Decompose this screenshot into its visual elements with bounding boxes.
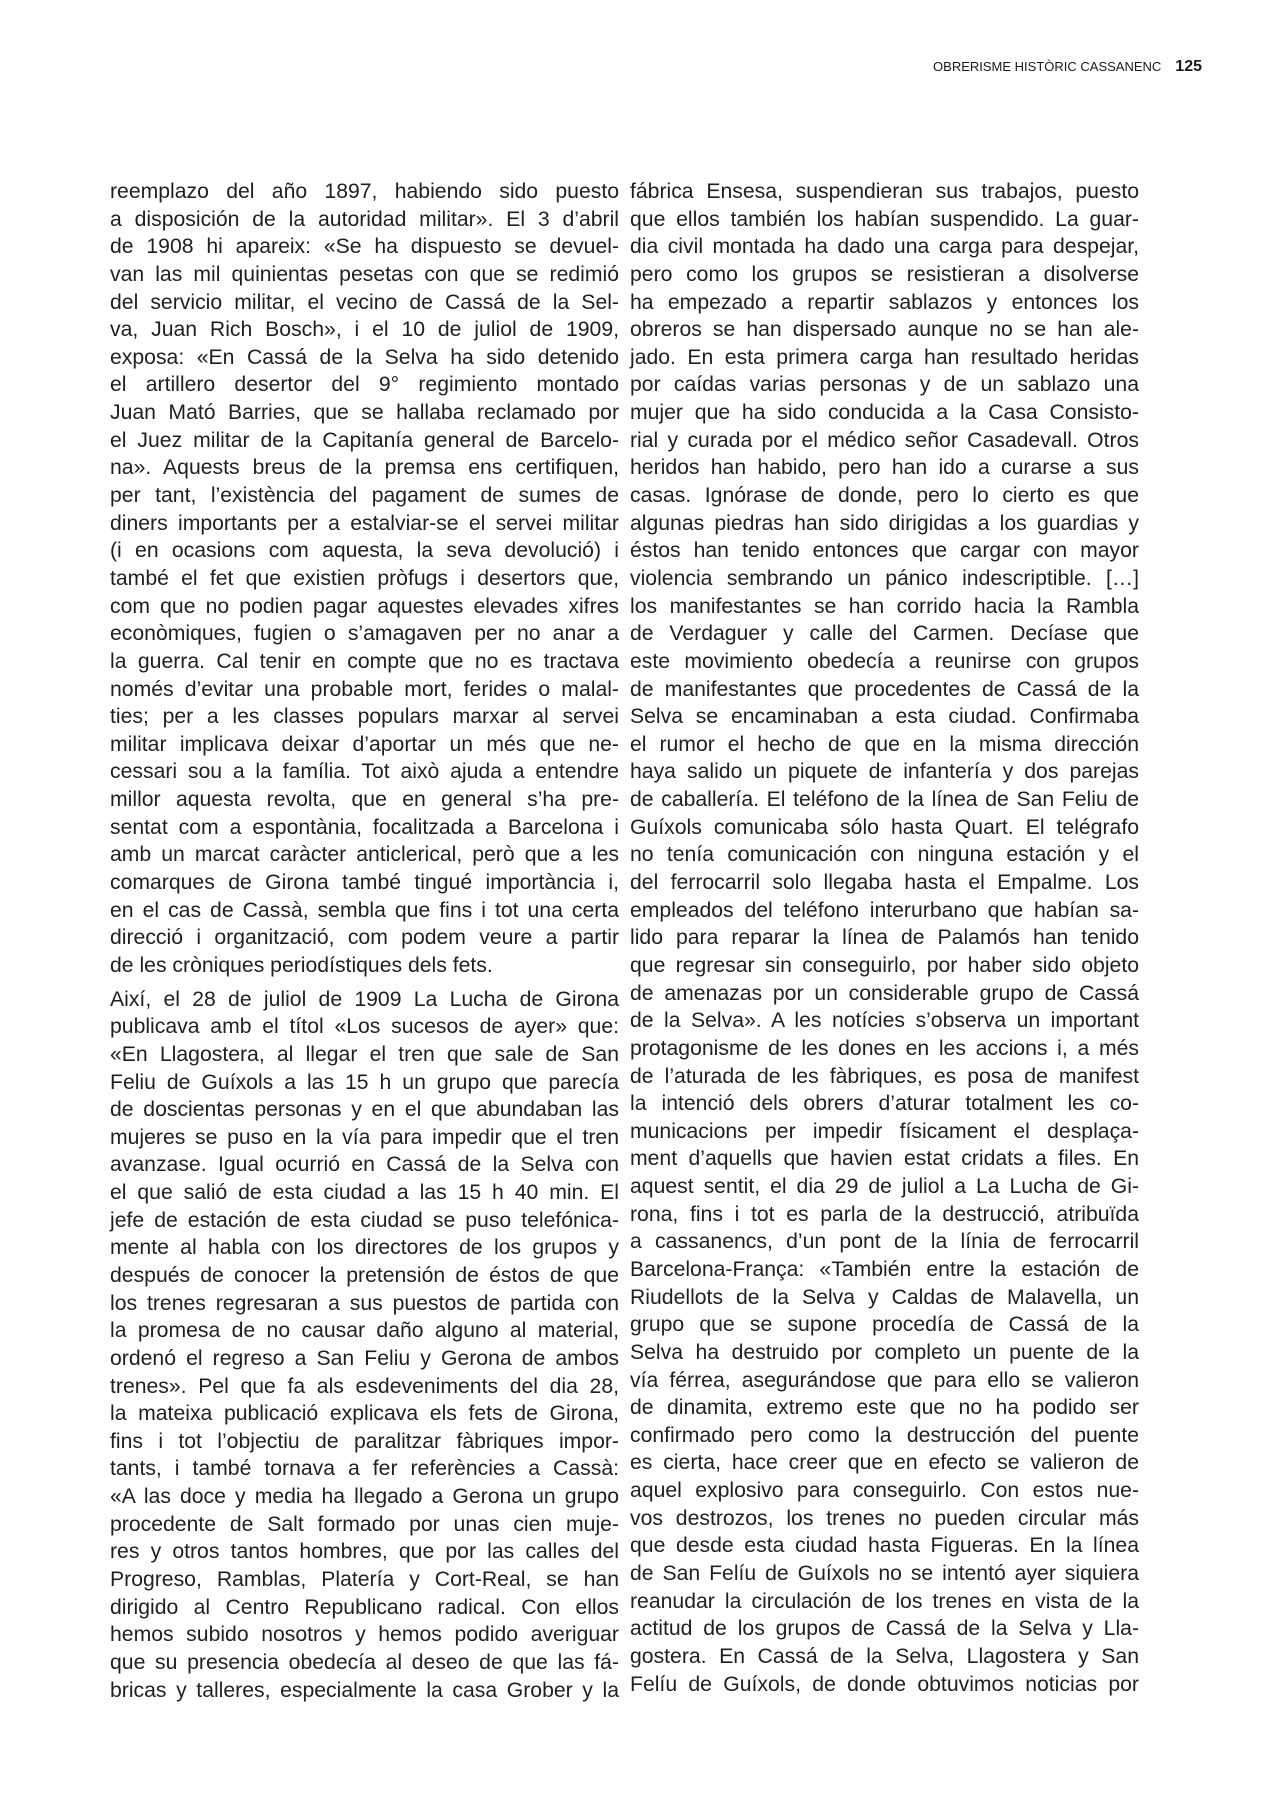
text-line: dia civil montada ha dado una carga para despejar, — [630, 235, 1139, 259]
text-line: publicava amb el títol «Los sucesos de ayer» que: — [110, 1015, 619, 1039]
text-line: el que salió de esta ciudad a las 15 h 40 min. El — [110, 1181, 619, 1205]
text-line: aquest sentit, el dia 29 de juliol a La Lucha de Gi- — [630, 1175, 1139, 1199]
text-line: heridos han habido, pero han ido a curarse a sus — [630, 456, 1139, 480]
text-line: de la Selva». A les notícies s’observa un important — [630, 1009, 1139, 1033]
text-line: sentat com a espontània, focalitzada a Barcelona i — [110, 815, 619, 839]
text-line: diners importants per a estalviar-se el servei militar — [110, 511, 619, 535]
text-line: aquel explosivo para conseguirlo. Con estos nue- — [630, 1479, 1139, 1503]
text-line: este movimiento obedecía a reunirse con grupos — [630, 649, 1139, 673]
text-line: per tant, l’existència del pagament de sumes de — [110, 484, 619, 508]
text-line: Feliu de Guíxols a las 15 h un grupo que parecía — [110, 1070, 619, 1094]
text-line: que ellos también los habían suspendido. La guar- — [630, 207, 1139, 231]
text-line: lido para reparar la línea de Palamós han tenido — [630, 926, 1139, 950]
text-line: el Juez militar de la Capitanía general de Barcelo- — [110, 428, 619, 452]
text-line: confirmado pero como la destrucción del puente — [630, 1423, 1139, 1447]
text-line: també el fet que existien pròfugs i desertors que, — [110, 566, 619, 590]
text-line: Selva se encaminaban a esta ciudad. Confirmaba — [630, 705, 1139, 729]
text-line: mente al habla con los directores de los grupos y — [110, 1236, 619, 1260]
text-line: Guíxols comunicaba sólo hasta Quart. El telégrafo — [630, 815, 1139, 839]
text-line: Barcelona-França: «También entre la estación de — [630, 1257, 1139, 1281]
text-line: de doscientas personas y en el que abundaban las — [110, 1098, 619, 1122]
text-line: hemos subido nosotros y hemos podido averiguar — [110, 1623, 619, 1647]
text-line: a cassanencs, d’un pont de la línia de ferrocarril — [630, 1230, 1139, 1254]
text-line: empleados del teléfono interurbano que habían sa- — [630, 898, 1139, 922]
text-line: la mateixa publicació explicava els fets de Girona, — [110, 1402, 619, 1426]
text-line: vía férrea, asegurándose que para ello se valieron — [630, 1368, 1139, 1392]
paragraph — [110, 986, 619, 1705]
text-line: reanudar la circulación de los trenes en vista de la — [630, 1589, 1139, 1613]
text-line: haya salido un piquete de infantería y dos parejas — [630, 760, 1139, 784]
text-line: de l’aturada de les fàbriques, es posa de manifest — [630, 1064, 1139, 1088]
running-head — [933, 58, 1202, 76]
text-line: van las mil quinientas pesetas con que se redimió — [110, 262, 619, 286]
text-line: militar implicava deixar d’aportar un més que ne- — [110, 732, 619, 756]
text-line: es cierta, hace creer que en efecto se valieron de — [630, 1451, 1139, 1475]
text-line: que desde esta ciudad hasta Figueras. En la línea — [630, 1534, 1139, 1558]
text-line: de 1908 hi apareix: «Se ha dispuesto se devuel- — [110, 235, 619, 259]
text-line: jefe de estación de esta ciudad se puso telefónica- — [110, 1208, 619, 1232]
text-line: bricas y talleres, especialmente la casa Grober y la — [110, 1678, 619, 1702]
text-line: ment d’aquells que havien estat cridats a files. En — [630, 1147, 1139, 1171]
text-line: vos destrozos, los trenes no pueden circular más — [630, 1506, 1139, 1530]
text-line: la promesa de no causar daño alguno al material, — [110, 1319, 619, 1343]
text-line: mujer que ha sido conducida a la Casa Consisto- — [630, 401, 1139, 425]
text-line: rona, fins i tot es parla de la destrucció, atribuïda — [630, 1202, 1139, 1226]
text-line: Així, el 28 de juliol de 1909 La Lucha de Girona — [110, 987, 619, 1011]
text-line: la guerra. Cal tenir en compte que no es tractava — [110, 649, 619, 673]
text-line: de dinamita, extremo este que no ha podido ser — [630, 1396, 1139, 1420]
text-line: rial y curada por el médico señor Casadevall. Otros — [630, 428, 1139, 452]
text-line: en el cas de Cassà, sembla que fins i tot una certa — [110, 898, 619, 922]
text-line: Progreso, Ramblas, Platería y Cort-Real, se han — [110, 1568, 619, 1592]
text-line: ordenó el regreso a San Feliu y Gerona de ambos — [110, 1346, 619, 1370]
text-line: no tenía comunicación con ninguna estación y el — [630, 843, 1139, 867]
text-line: de San Felíu de Guíxols no se intentó ayer siquiera — [630, 1562, 1139, 1586]
text-line: violencia sembrando un pánico indescriptible. […] — [630, 566, 1139, 590]
text-line: actitud de los grupos de Cassá de la Selva y Lla- — [630, 1617, 1139, 1641]
text-line: millor aquesta revolta, que en general s’ha pre- — [110, 788, 619, 812]
paragraph — [630, 178, 1139, 1698]
text-line: Riudellots de la Selva y Caldas de Malavella, un — [630, 1285, 1139, 1309]
text-line: tants, i també tornava a fer referències a Cassà: — [110, 1457, 619, 1481]
text-line: la intenció dels obrers d’aturar totalment les co- — [630, 1092, 1139, 1116]
text-line: el rumor el hecho de que en la misma dirección — [630, 732, 1139, 756]
text-line: com que no podien pagar aquestes elevades xifres — [110, 594, 619, 618]
page-number: 125 — [1175, 58, 1202, 75]
text-line: procedente de Salt formado por unas cien muje- — [110, 1512, 619, 1536]
text-line: econòmiques, fugien o s’amagaven per no anar a — [110, 622, 619, 646]
left-column — [110, 178, 619, 1704]
text-line: Juan Mató Barries, que se hallaba reclamado por — [110, 401, 619, 425]
text-line: éstos han tenido entonces que cargar con mayor — [630, 539, 1139, 563]
running-head-title: OBRERISME HISTÒRIC CASSANENC — [933, 59, 1162, 74]
text-line: mujeres se puso en la vía para impedir que el tren — [110, 1125, 619, 1149]
text-line: «En Llagostera, al llegar el tren que sale de San — [110, 1042, 619, 1066]
text-line: de caballería. El teléfono de la línea de San Feliu de — [630, 788, 1139, 812]
text-line: va, Juan Rich Bosch», i el 10 de juliol de 1909, — [110, 318, 619, 342]
text-line: avanzase. Igual ocurrió en Cassá de la Selva con — [110, 1153, 619, 1177]
text-line: de les cròniques periodístiques dels fets. — [110, 953, 493, 977]
text-line: algunas piedras han sido dirigidas a los guardias y — [630, 511, 1139, 535]
text-line: grupo que se supone procedía de Cassá de la — [630, 1313, 1139, 1337]
text-line: cessari sou a la família. Tot això ajuda a entendre — [110, 760, 619, 784]
text-line: de manifestantes que procedentes de Cassá de la — [630, 677, 1139, 701]
text-line: pero como los grupos se resistieran a disolverse — [630, 262, 1139, 286]
text-line: del servicio militar, el vecino de Cassá de la Sel- — [110, 290, 619, 314]
text-line: fins i tot l’objectiu de paralitzar fàbriques impor- — [110, 1429, 619, 1453]
text-line: que su presencia obedecía al deseo de que las fá- — [110, 1650, 619, 1674]
text-line: del ferrocarril solo llegaba hasta el Empalme. Los — [630, 871, 1139, 895]
text-line: «A las doce y media ha llegado a Gerona un grupo — [110, 1485, 619, 1509]
text-line: fábrica Ensesa, suspendieran sus trabajos, puesto — [630, 180, 1139, 203]
text-line: por caídas varias personas y de un sablazo una — [630, 373, 1139, 397]
text-line: los trenes regresaran a sus puestos de partida con — [110, 1291, 619, 1315]
text-line: de Verdaguer y calle del Carmen. Decíase que — [630, 622, 1139, 646]
text-line: na». Aquests breus de la premsa ens certifiquen, — [110, 456, 619, 480]
text-line: comarques de Girona també tingué importància i, — [110, 871, 619, 895]
text-line: direcció i organització, com podem veure a partir — [110, 926, 619, 950]
text-line: casas. Ignórase de donde, pero lo cierto es que — [630, 484, 1139, 508]
text-line: después de conocer la pretensión de éstos de que — [110, 1263, 619, 1287]
text-line: los manifestantes se han corrido hacia la Rambla — [630, 594, 1139, 618]
text-line: ha empezado a repartir sablazos y entonces los — [630, 290, 1139, 314]
text-line: Selva ha destruido por completo un puente de la — [630, 1340, 1139, 1364]
text-line: res y otros tantos hombres, que por las calles del — [110, 1540, 619, 1564]
text-line: el artillero desertor del 9° regimiento montado — [110, 373, 619, 397]
text-line: obreros se han dispersado aunque no se han ale- — [630, 318, 1139, 342]
text-line: Felíu de Guíxols, de donde obtuvimos noticias por — [630, 1672, 1139, 1696]
text-line: dirigido al Centro Republicano radical. Con ellos — [110, 1595, 619, 1619]
text-line: ties; per a les classes populars marxar al servei — [110, 705, 619, 729]
paragraph — [110, 178, 619, 980]
text-line: jado. En esta primera carga han resultado heridas — [630, 345, 1139, 369]
text-line: de amenazas por un considerable grupo de Cassá — [630, 981, 1139, 1005]
text-line: que regresar sin conseguirlo, por haber sido objeto — [630, 953, 1139, 977]
text-line: a disposición de la autoridad militar». El 3 d’abril — [110, 207, 619, 231]
text-line: protagonisme de les dones en les accions i, a més — [630, 1036, 1139, 1060]
text-line: reemplazo del año 1897, habiendo sido puesto — [110, 180, 619, 203]
text-line: amb un marcat caràcter anticlerical, però que a les — [110, 843, 619, 867]
text-line: municacions per impedir físicament el desplaça- — [630, 1119, 1139, 1143]
text-line: (i en ocasions com aquesta, la seva devolució) i — [110, 539, 619, 563]
text-line: gostera. En Cassá de la Selva, Llagostera y San — [630, 1644, 1139, 1668]
text-line: trenes». Pel que fa als esdeveniments del dia 28, — [110, 1374, 619, 1398]
text-line: només d’evitar una probable mort, ferides o malal- — [110, 677, 619, 701]
right-column — [630, 178, 1139, 1698]
text-line: exposa: «En Cassá de la Selva ha sido detenido — [110, 345, 619, 369]
